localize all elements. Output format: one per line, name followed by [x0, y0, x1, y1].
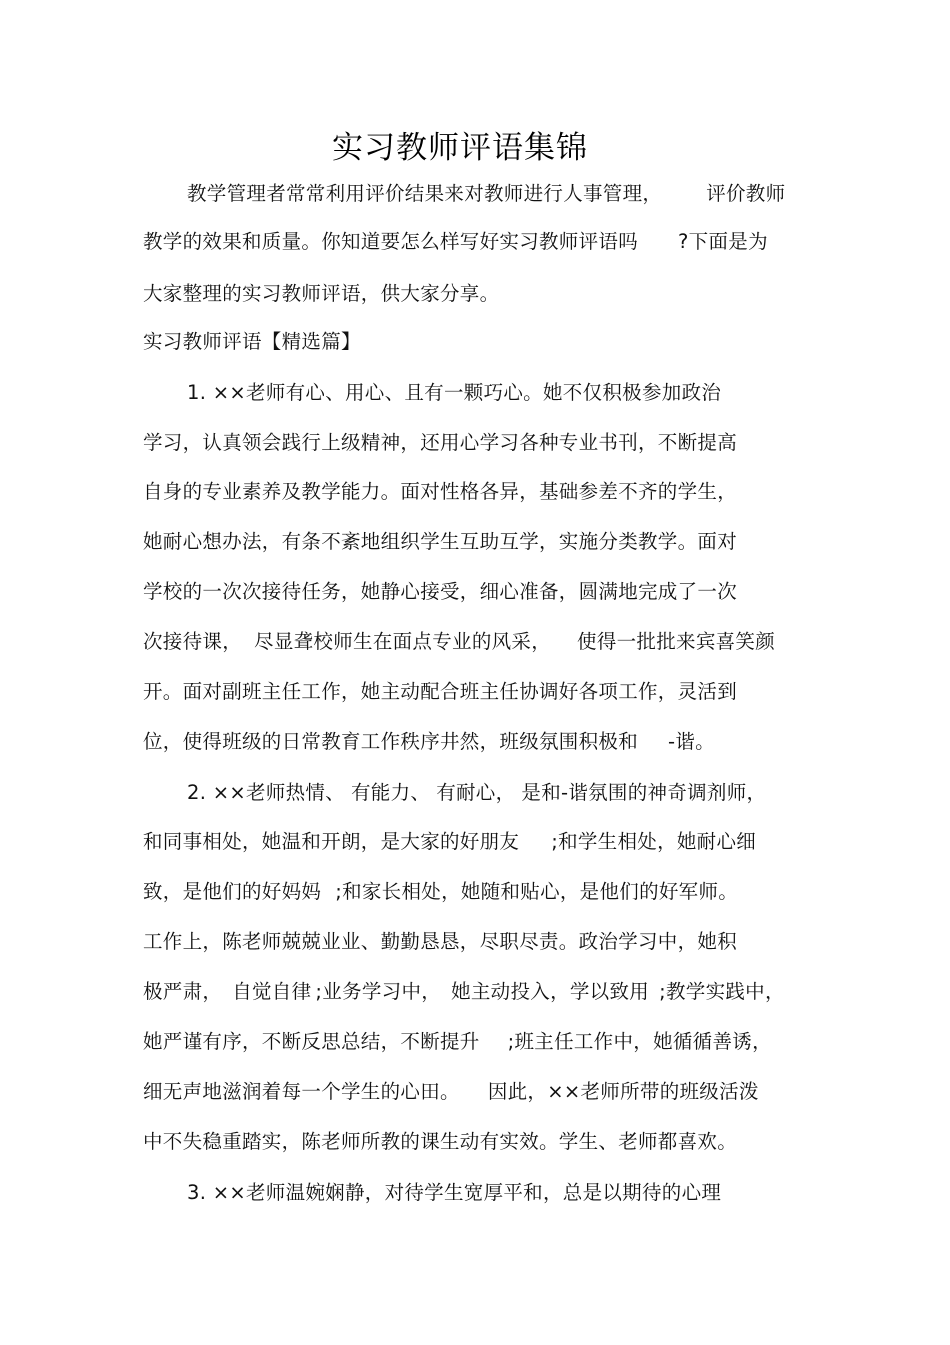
text-segment: 实习教师评语【精选篇】 — [143, 330, 361, 353]
text-segment: 开。面对副班主任工作，她主动配合班主任协调好各项工作，灵活到 — [143, 680, 738, 703]
text-line — [143, 879, 738, 905]
text-segment: 自觉自律 — [232, 980, 312, 1003]
text-segment: 致，是他们的好妈妈 — [143, 880, 322, 903]
text-segment: 有能力、 — [350, 781, 431, 804]
text-segment: 极严肃， — [143, 980, 223, 1003]
text-segment: 使得一批批来宾喜笑颜 — [577, 630, 776, 653]
text-segment: 评价教师 — [706, 182, 786, 205]
text-segment: 和同事相处，她温和开朗，是大家的好朋友 — [143, 830, 520, 853]
text-segment: ;和学生相处，她耐心细 — [551, 830, 757, 853]
text-segment: 大家整理的实习教师评语，供大家分享。 — [143, 282, 500, 305]
text-segment: 学习，认真领会践行上级精神，还用心学习各种专业书刊，不断提高 — [143, 431, 738, 454]
text-line — [143, 679, 737, 705]
text-segment: 次接待课， — [143, 630, 243, 653]
text-segment: ;班主任工作中，她循循善诱， — [507, 1030, 772, 1053]
text-segment: 工作上，陈老师兢兢业业、勤勤恳恳，尽职尽责。政治学习中，她积 — [143, 930, 738, 953]
text-segment: 教学管理者常常利用评价结果来对教师进行人事管理， — [187, 182, 663, 205]
text-segment: 她严谨有序，不断反思总结，不断提升 — [143, 1030, 480, 1053]
text-line — [143, 729, 715, 755]
text-segment: 尽显聋校师生在面点专业的风采， — [254, 630, 552, 653]
text-line — [143, 1029, 772, 1055]
text-segment: ;教学实践中， — [659, 980, 785, 1003]
text-segment: 中不失稳重踏实，陈老师所教的课生动有实效。学生、老师都喜欢。 — [143, 1130, 738, 1153]
text-line — [143, 529, 737, 555]
text-segment: ;业务学习中， — [315, 980, 442, 1003]
section-heading — [143, 329, 361, 355]
text-segment: 自身的专业素养及教学能力。面对性格各异，基础参差不齐的学生， — [143, 480, 738, 503]
text-segment: 是和-谐氛围的神奇调剂师， — [521, 781, 767, 804]
page-title: 实习教师评语集锦 — [332, 130, 588, 166]
text-line — [143, 1079, 759, 1105]
text-line — [143, 430, 737, 456]
text-line — [187, 380, 721, 406]
text-line — [143, 629, 775, 655]
text-line — [143, 579, 737, 605]
text-segment: 3. ××老师温婉娴静，对待学生宽厚平和，总是以期待的心理 — [187, 1181, 722, 1204]
text-segment: 教学的效果和质量。你知道要怎么样写好实习教师评语吗 — [143, 230, 639, 253]
text-line — [143, 229, 768, 255]
text-line — [187, 780, 766, 806]
text-segment: 位，使得班级的日常教育工作秩序井然，班级氛围积极和 — [143, 730, 639, 753]
text-segment: 因此，××老师所带的班级活泼 — [487, 1080, 759, 1103]
text-segment: 她主动投入，学以致用 — [451, 980, 650, 1003]
text-segment: -谐。 — [668, 730, 715, 753]
text-segment: 学校的一次次接待任务，她静心接受，细心准备，圆满地完成了一次 — [143, 580, 738, 603]
text-segment: 有耐心， — [436, 781, 516, 804]
text-segment: 2. ××老师热情、 — [187, 781, 345, 804]
text-line — [187, 181, 785, 207]
text-line — [187, 1180, 721, 1206]
text-segment: ?下面是为 — [678, 230, 768, 253]
text-line — [143, 1129, 737, 1155]
text-line — [143, 829, 756, 855]
text-segment: 1. ××老师有心、用心、且有一颗巧心。她不仅积极参加政治 — [187, 381, 722, 404]
text-line — [143, 979, 785, 1005]
text-line — [143, 929, 737, 955]
text-line — [143, 281, 499, 307]
text-segment: ;和家长相处，她随和贴心，是他们的好军师。 — [335, 880, 739, 903]
text-line — [143, 479, 737, 505]
text-segment: 细无声地滋润着每一个学生的心田。 — [143, 1080, 460, 1103]
text-segment: 她耐心想办法，有条不紊地组织学生互助互学，实施分类教学。面对 — [143, 530, 738, 553]
